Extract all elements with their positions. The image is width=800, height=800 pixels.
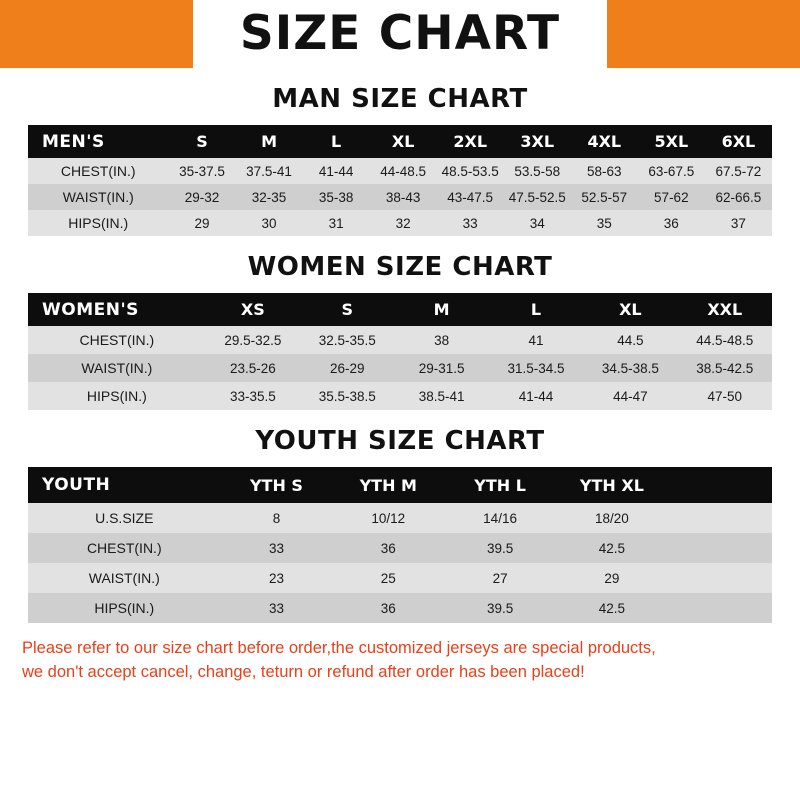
column-header: L [489,293,583,326]
table-cell: 31 [303,210,370,236]
table-cell: 41-44 [489,382,583,410]
women-table-body [28,326,772,410]
table-cell: 36 [638,210,705,236]
table-cell: 47.5-52.5 [504,184,571,210]
table-cell: 27 [444,563,556,593]
column-header-corner: MEN'S [28,125,168,158]
column-header: YTH M [332,467,444,503]
table-row [28,326,772,354]
table-cell: 34.5-38.5 [583,354,677,382]
row-label: HIPS(IN.) [28,210,168,236]
table-cell: 43-47.5 [437,184,504,210]
table-cell: 23.5-26 [206,354,300,382]
table-row [28,210,772,236]
row-label: CHEST(IN.) [28,326,206,354]
column-header: 3XL [504,125,571,158]
column-header-spacer [668,467,772,503]
row-label: WAIST(IN.) [28,184,168,210]
table-cell: 10/12 [332,503,444,533]
table-cell: 36 [332,533,444,563]
man-size-table [28,125,772,236]
table-cell: 32 [370,210,437,236]
column-header: YTH L [444,467,556,503]
table-cell: 41-44 [303,158,370,184]
table-cell: 29-32 [168,184,235,210]
table-cell: 29 [556,563,668,593]
table-cell-empty [668,503,772,533]
table-cell: 42.5 [556,593,668,623]
section-title-women: WOMEN SIZE CHART [247,252,553,282]
man-table-body [28,158,772,236]
column-header: S [300,293,394,326]
column-header: 6XL [705,125,772,158]
table-cell: 39.5 [444,593,556,623]
table-cell: 14/16 [444,503,556,533]
column-header: YTH XL [556,467,668,503]
table-cell: 37.5-41 [236,158,303,184]
table-cell: 35-38 [303,184,370,210]
column-header: 2XL [437,125,504,158]
section-youth [0,426,800,623]
table-header-row [28,125,772,158]
row-label: CHEST(IN.) [28,533,221,563]
table-row [28,354,772,382]
table-cell: 48.5-53.5 [437,158,504,184]
table-row [28,382,772,410]
table-cell: 42.5 [556,533,668,563]
table-cell: 38.5-42.5 [678,354,772,382]
table-cell: 26-29 [300,354,394,382]
table-cell: 29-31.5 [394,354,488,382]
column-header: 5XL [638,125,705,158]
table-cell: 8 [221,503,333,533]
man-table-head [28,125,772,158]
table-cell: 53.5-58 [504,158,571,184]
section-title-youth: YOUTH SIZE CHART [255,426,545,456]
table-cell: 23 [221,563,333,593]
row-label: U.S.SIZE [28,503,221,533]
column-header-corner: YOUTH [28,467,221,503]
table-cell: 57-62 [638,184,705,210]
row-label: HIPS(IN.) [28,382,206,410]
table-header-row [28,293,772,326]
column-header: XL [583,293,677,326]
column-header: M [236,125,303,158]
column-header: L [303,125,370,158]
table-cell: 35 [571,210,638,236]
column-header: YTH S [221,467,333,503]
column-header-corner: WOMEN'S [28,293,206,326]
table-row [28,593,772,623]
table-cell: 52.5-57 [571,184,638,210]
page-title: SIZE CHART [239,6,561,61]
row-label: HIPS(IN.) [28,593,221,623]
order-policy-note-line-1: Please refer to our size chart before order,the customized jerseys are special products, [22,639,656,657]
order-policy-note-line-2: we don't accept cancel, change, teturn or refund after order has been placed! [22,662,585,681]
table-row [28,158,772,184]
order-policy-note [22,637,778,685]
table-cell: 33-35.5 [206,382,300,410]
table-cell: 30 [236,210,303,236]
table-cell: 36 [332,593,444,623]
table-cell: 34 [504,210,571,236]
table-cell: 39.5 [444,533,556,563]
youth-table-head [28,467,772,503]
table-cell: 44.5-48.5 [678,326,772,354]
table-cell: 38 [394,326,488,354]
table-cell: 41 [489,326,583,354]
row-label: CHEST(IN.) [28,158,168,184]
table-cell: 44-48.5 [370,158,437,184]
table-row [28,533,772,563]
column-header: XXL [678,293,772,326]
women-size-table [28,293,772,410]
table-header-row [28,467,772,503]
table-cell: 44.5 [583,326,677,354]
row-label: WAIST(IN.) [28,563,221,593]
table-cell-empty [668,593,772,623]
column-header: S [168,125,235,158]
table-cell: 32.5-35.5 [300,326,394,354]
table-cell: 18/20 [556,503,668,533]
table-cell: 58-63 [571,158,638,184]
table-cell-empty [668,533,772,563]
table-cell: 44-47 [583,382,677,410]
table-cell: 35-37.5 [168,158,235,184]
table-cell-empty [668,563,772,593]
table-cell: 35.5-38.5 [300,382,394,410]
youth-size-table [28,467,772,623]
table-cell: 67.5-72 [705,158,772,184]
table-cell: 29 [168,210,235,236]
column-header: XS [206,293,300,326]
table-cell: 47-50 [678,382,772,410]
column-header: XL [370,125,437,158]
table-cell: 62-66.5 [705,184,772,210]
table-cell: 31.5-34.5 [489,354,583,382]
section-women [0,252,800,410]
table-cell: 63-67.5 [638,158,705,184]
section-title-man: MAN SIZE CHART [272,84,528,114]
table-cell: 38-43 [370,184,437,210]
table-cell: 38.5-41 [394,382,488,410]
column-header: M [394,293,488,326]
table-cell: 32-35 [236,184,303,210]
table-cell: 37 [705,210,772,236]
row-label: WAIST(IN.) [28,354,206,382]
table-cell: 33 [221,593,333,623]
table-cell: 33 [221,533,333,563]
table-cell: 33 [437,210,504,236]
women-table-head [28,293,772,326]
table-row [28,563,772,593]
youth-table-body [28,503,772,623]
table-cell: 29.5-32.5 [206,326,300,354]
column-header: 4XL [571,125,638,158]
table-cell: 25 [332,563,444,593]
table-row [28,184,772,210]
section-man [0,84,800,236]
table-row [28,503,772,533]
banner [0,0,800,68]
